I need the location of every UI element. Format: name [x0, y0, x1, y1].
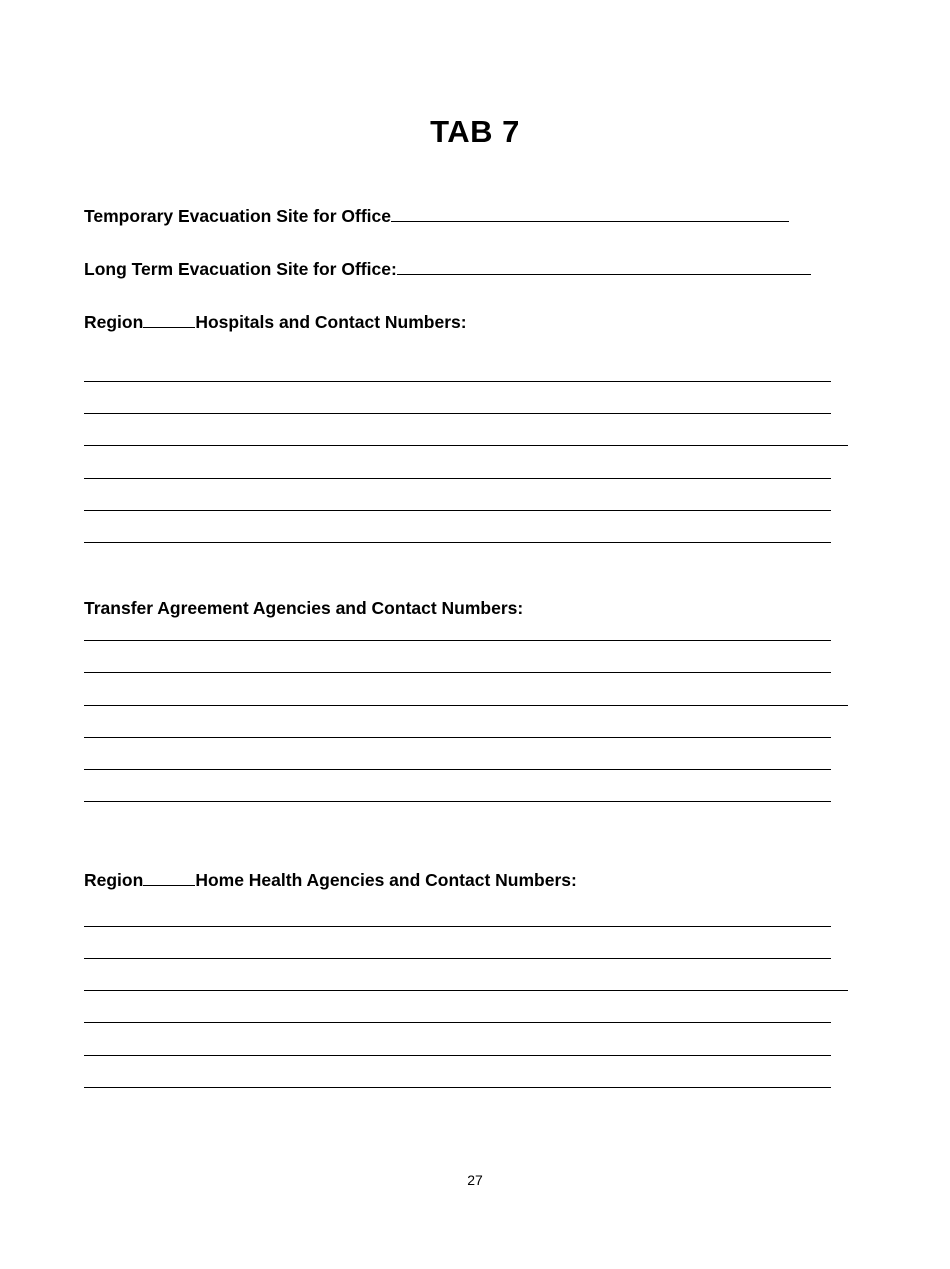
transfer-line-1[interactable] — [84, 640, 831, 641]
transfer-line-3[interactable] — [84, 705, 848, 706]
home-health-line-3[interactable] — [84, 990, 848, 991]
hospitals-line-5[interactable] — [84, 510, 831, 511]
hospitals-heading — [84, 311, 467, 333]
home-health-label: Home Health Agencies and Contact Numbers: — [195, 870, 577, 890]
hospitals-line-2[interactable] — [84, 413, 831, 414]
temporary-site-row — [84, 205, 789, 227]
transfer-line-6[interactable] — [84, 801, 831, 802]
hospitals-region-field[interactable] — [143, 311, 195, 328]
hospitals-line-3[interactable] — [84, 445, 848, 446]
hospitals-label: Hospitals and Contact Numbers: — [195, 312, 467, 332]
temporary-site-field[interactable] — [391, 205, 789, 222]
home-health-line-4[interactable] — [84, 1022, 831, 1023]
page-number: 27 — [467, 1172, 483, 1188]
long-term-site-field[interactable] — [397, 258, 811, 275]
home-health-line-1[interactable] — [84, 926, 831, 927]
long-term-site-row — [84, 258, 811, 280]
hospitals-line-1[interactable] — [84, 381, 831, 382]
long-term-site-label: Long Term Evacuation Site for Office: — [84, 259, 397, 279]
hospitals-line-4[interactable] — [84, 478, 831, 479]
home-health-line-2[interactable] — [84, 958, 831, 959]
home-health-region-label: Region — [84, 870, 144, 890]
home-health-heading — [84, 869, 577, 891]
hospitals-region-label: Region — [84, 312, 144, 332]
transfer-heading: Transfer Agreement Agencies and Contact Numbers: — [84, 598, 524, 618]
hospitals-line-6[interactable] — [84, 542, 831, 543]
transfer-line-4[interactable] — [84, 737, 831, 738]
home-health-line-6[interactable] — [84, 1087, 831, 1088]
temporary-site-label: Temporary Evacuation Site for Office — [84, 206, 391, 226]
home-health-region-field[interactable] — [143, 869, 195, 886]
page-title: TAB 7 — [430, 114, 520, 149]
home-health-line-5[interactable] — [84, 1055, 831, 1056]
transfer-line-2[interactable] — [84, 672, 831, 673]
transfer-line-5[interactable] — [84, 769, 831, 770]
